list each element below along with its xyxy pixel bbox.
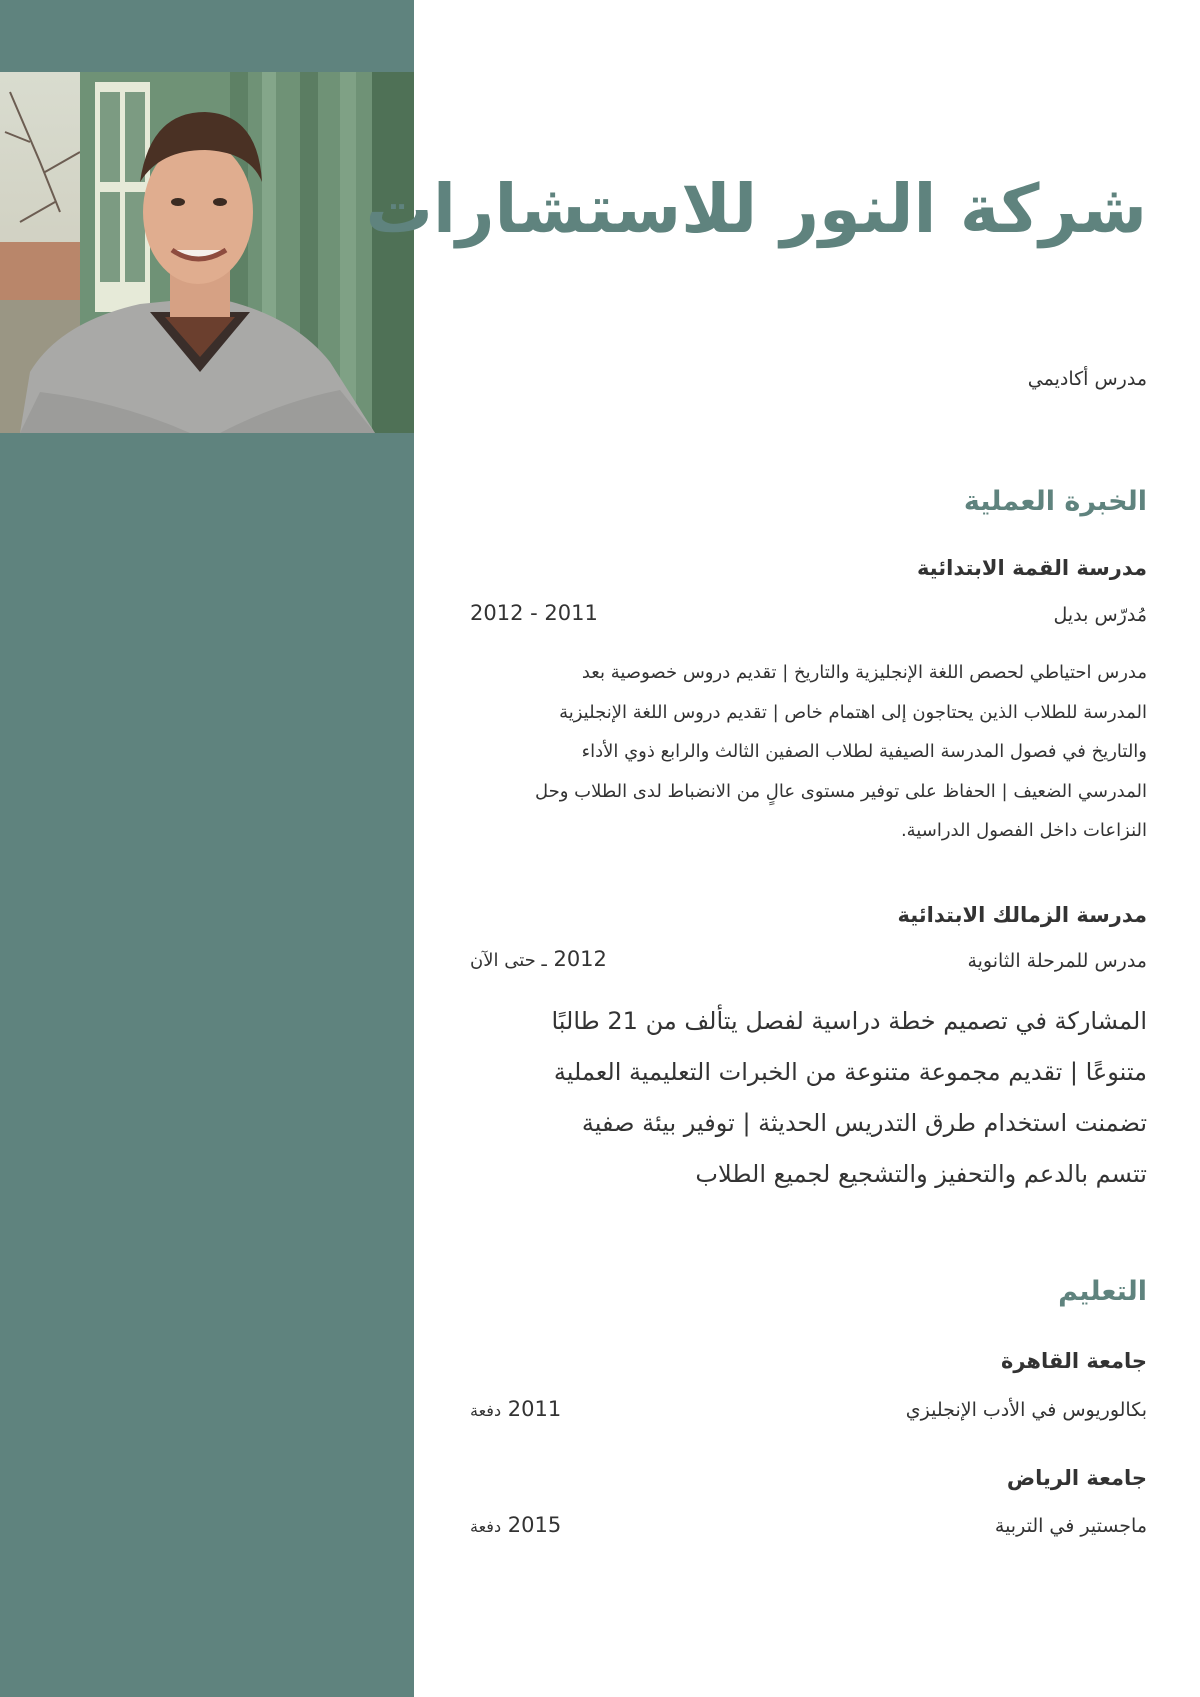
job-1-description [467,653,1147,851]
job-1-org: مدرسة القمة الابتدائية [916,556,1147,580]
job-2-description [467,996,1147,1200]
job-1-dates [470,601,598,625]
job-2-role: مدرس للمرحلة الثانوية [967,950,1147,972]
education-1-degree: بكالوريوس في الأدب الإنجليزي [905,1399,1147,1421]
experience-heading: الخبرة العملية [963,486,1147,517]
education-1-school: جامعة القاهرة [1000,1349,1147,1373]
job-2-line: المشاركة في تصميم خطة دراسية لفصل يتألف من 21 طالبًا [551,1007,1147,1035]
job-1-line: المدرسي الضعيف | الحفاظ على توفير مستوى عالٍ من الانضباط لدى الطلاب وحل [534,780,1147,802]
job-1-line: المدرسة للطلاب الذين يحتاجون إلى اهتمام خاص | تقديم دروس اللغة الإنجليزية [559,701,1147,723]
company-title: شركة النور للاستشارات [365,170,1147,248]
education-2-school: جامعة الرياض [1006,1466,1147,1490]
portrait-photo [0,72,414,433]
job-2-line: تتسم بالدعم والتحفيز والتشجيع لجميع الطلاب [695,1160,1147,1188]
job-2-org: مدرسة الزمالك الابتدائية [897,903,1147,927]
education-2-year [470,1513,561,1537]
job-1-line: النزاعات داخل الفصول الدراسية. [900,820,1147,841]
job-1-line: مدرس احتياطي لحصص اللغة الإنجليزية والتاريخ | تقديم دروس خصوصية بعد [581,662,1147,683]
job-2-dates [470,947,607,971]
job-2-line: متنوعًا | تقديم مجموعة متنوعة من الخبرات التعليمية العملية [553,1058,1147,1086]
education-heading: التعليم [1058,1276,1147,1307]
job-subtitle: مدرس أكاديمي [1027,368,1147,390]
sidebar [0,0,414,1697]
education-2-degree: ماجستير في التربية [994,1515,1147,1537]
job-2-dates-rest: ـ حتى الآن [470,950,547,971]
job-1-dates-value: 2012 - 2011 [470,601,598,625]
main-content [365,0,1200,1697]
education-1-class-label: دفعة [470,1401,502,1420]
job-1-line: والتاريخ في فصول المدرسة الصيفية لطلاب الصفين الثالث والرابع ذوي الأداء [581,741,1147,762]
education-2-class-label: دفعة [470,1517,502,1536]
education-1-year [470,1397,561,1421]
education-2-year-value: 2015 [507,1513,562,1537]
job-1-role: مُدرّس بديل [1053,604,1147,626]
job-2-line: تضمنت استخدام طرق التدريس الحديثة | توفير بيئة صفية [581,1109,1147,1137]
job-2-dates-year: 2012 [553,947,607,971]
education-1-year-value: 2011 [507,1397,562,1421]
